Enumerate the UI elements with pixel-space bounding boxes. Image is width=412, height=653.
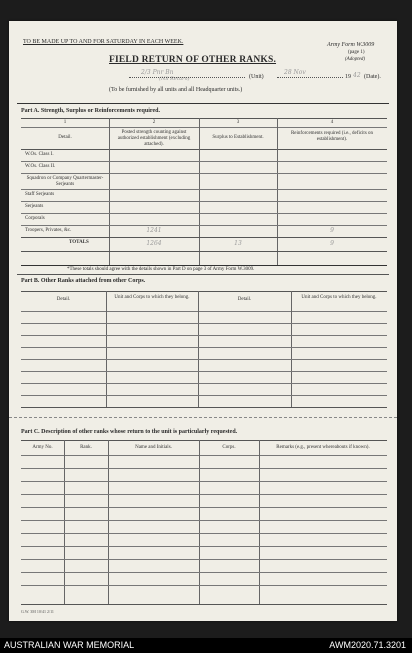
- unit-value-note: (Nil Return): [159, 76, 190, 82]
- col-header-reinforcements: Reinforcements required (i.e., deficits on establishment).: [290, 131, 374, 142]
- row-label: Corporals: [25, 216, 45, 221]
- total-surplus: 13: [234, 240, 242, 247]
- col-number: 4: [330, 120, 334, 125]
- date-dotted-line: [277, 77, 343, 78]
- divider: [17, 103, 389, 104]
- col-header-detail: Detail.: [237, 297, 252, 302]
- form-page: (page 1): [348, 50, 365, 55]
- totals-note: *These totals should agree with the details shown in Part D on page 3 of Army Form W.3009.: [67, 267, 255, 272]
- date-label: (Date).: [364, 74, 381, 80]
- col-header-detail: Detail.: [58, 135, 72, 140]
- col-header-army-no: Army No.: [32, 445, 53, 450]
- col-header-unit-corps: Unit and Corps to which they belong.: [301, 295, 377, 300]
- col-header-corps: Corps.: [222, 445, 236, 450]
- part-c-title: Part C. Description of other ranks whose return to the unit is particularly requested.: [21, 429, 238, 435]
- row-label: W.Os. Class II.: [25, 164, 56, 169]
- cell-value: 9: [330, 227, 334, 234]
- footer-accession-number: AWM2020.71.3201: [329, 640, 406, 650]
- divider: [17, 274, 389, 275]
- unit-label: (Unit): [249, 74, 264, 80]
- row-label: W.Os. Class I.: [25, 152, 54, 157]
- col-header-surplus: Surplus to Establishment.: [212, 135, 264, 140]
- col-header-posted-strength: Posted strength counting against authorized establishment (excluding attached).: [117, 130, 191, 147]
- row-label: Troopers, Privates, &c.: [25, 228, 72, 233]
- total-posted: 1264: [146, 240, 162, 247]
- col-number: 2: [152, 120, 156, 125]
- form-sheet: [9, 21, 397, 621]
- row-label: Serjeants: [25, 204, 44, 209]
- col-header-name: Name and Initials.: [135, 445, 172, 450]
- row-label: Squadron or Company Quartermaster-Serjeants: [26, 176, 104, 187]
- unit-dotted-line: [129, 77, 245, 78]
- col-number: 1: [63, 120, 67, 125]
- fold-line: [9, 417, 397, 418]
- form-subtitle: (To be furnished by all units and all Headquarter units.): [109, 87, 243, 93]
- totals-label: TOTALS: [69, 240, 89, 245]
- col-number: 3: [236, 120, 240, 125]
- row-label: Staff Serjeants: [25, 192, 55, 197]
- form-number: Army Form W.3009: [327, 42, 375, 48]
- year-value: 42: [353, 72, 361, 79]
- cell-value: 1241: [146, 227, 162, 234]
- col-header-unit-corps: Unit and Corps to which they belong.: [114, 295, 190, 300]
- part-b-title: Part B. Other Ranks attached from other Corps.: [21, 278, 146, 284]
- col-header-detail: Detail.: [56, 297, 71, 302]
- part-a-title: Part A. Strength, Surplus or Reinforcements required.: [21, 108, 160, 114]
- date-value: 28 Nov: [284, 69, 306, 76]
- form-title: FIELD RETURN OF OTHER RANKS.: [109, 55, 277, 65]
- form-adopted: (Adopted): [345, 57, 365, 62]
- col-header-remarks: Remarks (e.g., present whereabouts if known).: [276, 445, 370, 450]
- unit-value: 2/3 Pnr Bn: [141, 69, 174, 76]
- form-instruction: TO BE MADE UP TO AND FOR SATURDAY IN EACH WEEK.: [23, 39, 184, 45]
- printer-code: G.W. 3M 10/41 2/11: [21, 609, 54, 614]
- archive-footer: [0, 638, 412, 653]
- col-header-rank: Rank.: [80, 445, 92, 450]
- total-reinforcements: 9: [330, 240, 334, 247]
- footer-institution: AUSTRALIAN WAR MEMORIAL: [4, 640, 135, 650]
- year-prefix: 19: [345, 74, 351, 80]
